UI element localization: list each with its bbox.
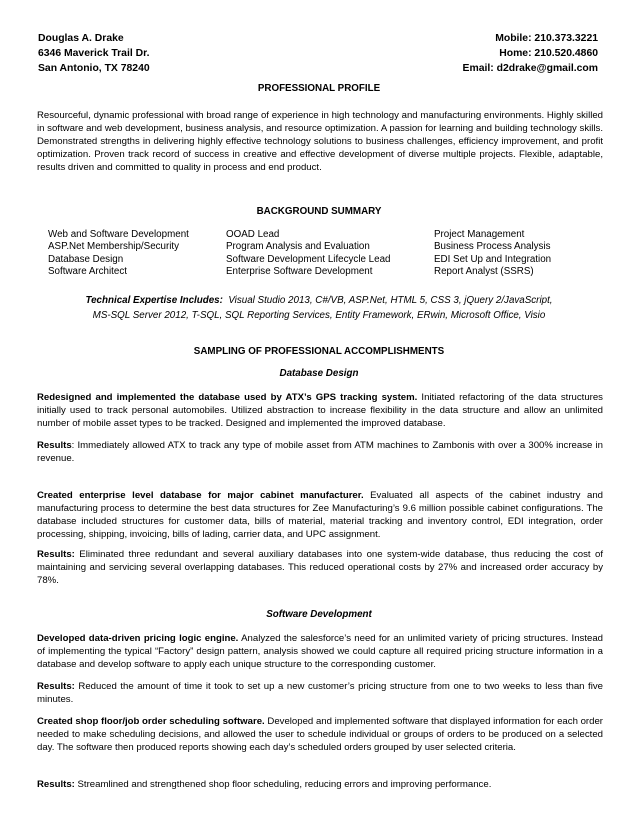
tech-list-1: Visual Studio 2013, C#/VB, ASP.Net, HTML 5, CSS 3, jQuery 2/JavaScript, (228, 295, 553, 306)
tech-line-1 (0, 293, 638, 308)
skill-item: Business Process Analysis (434, 241, 551, 253)
db1-result-label: Results (37, 440, 72, 451)
street-address: 6346 Maverick Trail Dr. (38, 48, 150, 59)
skills-column-3 (434, 229, 551, 279)
skill-item: Web and Software Development (48, 229, 189, 240)
sw2-text: Developed and implemented software that displayed information for each order needed to make scheduling decisions, and allowed the user to schedule individual or groups of orders to be produced on a selected day. The software then produced reports showing each day’s scheduled orders grouped by user selected criteria. (37, 716, 603, 753)
technical-expertise (0, 293, 638, 323)
skills-column-2 (226, 229, 390, 279)
db1-result-text: : Immediately allowed ATX to track any type of mobile asset from ATM machines to Zambonis with over a 300% increase in revenue. (37, 440, 603, 464)
db2-text: Evaluated all aspects of the cabinet industry and manufacturing process to determine the best data structures for Zee Manufacturing’s 9.6 million possible cabinet configurations. The database included structures for customer data, bills of material, material tracking and inventory control, EDI integration, order processing, shipping, invoicing, bills of lading, carrier data, and UPC assignment. (37, 490, 604, 540)
skill-item: Software Architect (48, 266, 127, 278)
sw1-text: Analyzed the salesforce’s need for an unlimited variety of pricing structures. Instead of implementing the typical “Factory” design pattern, analysis showed we could capture all required pricing structure information in a database and develop software to apply each unique structure to the corresponding customer. (37, 633, 603, 670)
skill-item: ASP.Net Membership/Security (48, 241, 180, 253)
db-accomplishment-1 (37, 391, 603, 430)
sw-accomplishment-1 (37, 632, 603, 671)
db1-text: Initiated refactoring of the data structures initially used to track personal automobiles. Utilized abstraction to increase flexibility in the data structure and allow an unlimited number of mobile asset types to be tracked. Designed and implemented the improved database. (37, 392, 603, 429)
profile-paragraph: Resourceful, dynamic professional with broad range of experience in high technology and manufacturing environments. Highly skilled in software and web development, business analysis, and resource optimization. A passion for learning and building technology skills. Demonstrated strengths in delivering highly effective technology solutions to business challenges, efficiency improvement, and profit optimization. Proven track record of success in creative and effective development of diverse multiple projects. Flexible, adaptable, results driven and committed to quality in process and end product. (37, 110, 603, 173)
sw-result-2 (37, 778, 603, 791)
database-design-heading: Database Design (279, 368, 359, 379)
db-result-2 (37, 548, 603, 587)
contact-address-block (38, 31, 150, 76)
db2-result-text: Eliminated three redundant and several auxiliary databases into one system-wide database, thus reducing the cost of maintaining and servicing several overlapping databases. This reduced operational costs by 27% and increased order accuracy by 78%. (37, 549, 603, 586)
skill-item: Database Design (48, 253, 124, 265)
sw1-result-text: Reduced the amount of time it took to set up a new customer’s pricing structure from one to two weeks to less than five minutes. (37, 681, 603, 705)
contact-phone-block (463, 31, 598, 76)
accomplishments-heading: SAMPLING OF PROFESSIONAL ACCOMPLISHMENTS (193, 346, 445, 357)
city-state-zip: San Antonio, TX 78240 (38, 63, 150, 74)
sw2-result-text: Streamlined and strengthened shop floor scheduling, reducing errors and improving performance. (74, 779, 492, 790)
sw2-lead: Created shop floor/job order scheduling software. (37, 716, 265, 727)
sw-result-1 (37, 680, 603, 706)
db2-lead: Created enterprise level database for major cabinet manufacturer. (37, 490, 364, 501)
tech-line-2: MS-SQL Server 2012, T-SQL, SQL Reporting Services, Entity Framework, ERwin, Microsoft Office, Visio (92, 310, 546, 321)
db1-lead: Redesigned and implemented the database used by ATX’s GPS tracking system. (37, 392, 418, 403)
skill-item: Enterprise Software Development (226, 266, 373, 278)
email-address: Email: d2drake@gmail.com (462, 63, 598, 74)
db-accomplishment-2 (37, 489, 603, 541)
home-phone: Home: 210.520.4860 (499, 48, 598, 59)
sw-accomplishment-2 (37, 715, 603, 754)
skill-item: Project Management (434, 229, 525, 240)
mobile-phone: Mobile: 210.373.3221 (495, 33, 598, 44)
software-development-heading: Software Development (266, 609, 372, 620)
skills-column-1 (48, 229, 189, 279)
skill-item: Report Analyst (SSRS) (434, 266, 534, 278)
tech-label: Technical Expertise Includes: (85, 295, 223, 306)
sw1-result-label: Results: (37, 681, 75, 692)
profile-heading: PROFESSIONAL PROFILE (257, 83, 381, 94)
skill-item: OOAD Lead (226, 229, 280, 240)
db-result-1 (37, 439, 603, 465)
candidate-name: Douglas A. Drake (38, 33, 124, 44)
sw2-result-label: Results: (37, 779, 75, 790)
background-heading: BACKGROUND SUMMARY (256, 206, 382, 217)
sw1-lead: Developed data-driven pricing logic engine. (37, 633, 239, 644)
skill-item: Program Analysis and Evaluation (226, 241, 370, 253)
skill-item: EDI Set Up and Integration (434, 253, 552, 265)
db2-result-label: Results: (37, 549, 75, 560)
skill-item: Software Development Lifecycle Lead (226, 253, 391, 265)
